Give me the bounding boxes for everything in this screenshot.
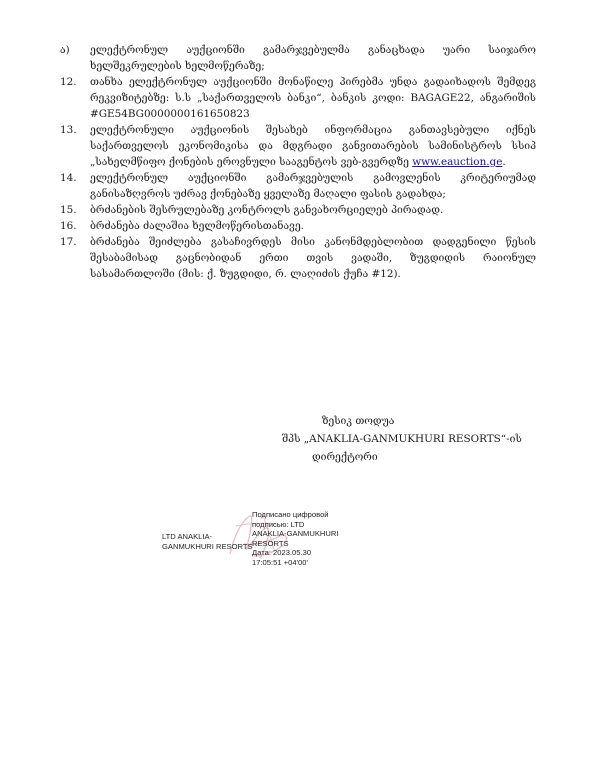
- item-number: 16.: [60, 220, 77, 232]
- eauction-link[interactable]: www.eauction.ge: [412, 156, 503, 168]
- list-item: [60, 202, 536, 218]
- list-item: [60, 234, 536, 282]
- item-number: 17.: [60, 236, 77, 248]
- item-text-part: .: [502, 156, 506, 168]
- order-items-list: [60, 42, 536, 282]
- stamp-left-line: GANMUKHURI RESORTS: [162, 541, 253, 551]
- stamp-right-line: Дата: 2023.05.30: [252, 548, 312, 558]
- item-number: 15.: [60, 204, 77, 216]
- stamp-right-line: подписью: LTD: [252, 519, 305, 529]
- digital-signature-stamp: [158, 506, 408, 566]
- list-item: [60, 122, 536, 170]
- item-text: ბრძანება ძალაშია ხელმოწერისთანავე.: [90, 220, 304, 232]
- stamp-right-line: RESORTS: [252, 538, 289, 548]
- item-text: თანხა ელექტრონულ აუქციონში მონაწილე პირებმა უნდა გადაიხადოს შემდეგ რეკვიზიტებზე: ს.ს „საქართველოს ბანკი“, ბანკის კოდი: BAGAGE22, ანგარიშის #GE54BG0000000161650823: [90, 76, 536, 120]
- list-item: [60, 218, 536, 234]
- item-text: ბრძანების შესრულებაზე კონტროლს განვახორციელებ პირადად.: [90, 204, 444, 216]
- item-text: ელექტრონულ აუქციონში გამარჯვებულმა განაცხადა უარი საიჯარო ხელშეკრულების ხელმოწერაზე;: [90, 44, 536, 72]
- item-number: 13.: [60, 124, 77, 136]
- item-number: 14.: [60, 172, 77, 184]
- item-number: ა): [60, 44, 70, 56]
- list-item: [60, 170, 536, 202]
- item-text: ელექტრონულ აუქციონში გამარჯვებულის გამოვლენის კრიტერიუმად განისაზღვროს უძრავ ქონებაზე ყველაზე მაღალი ფასის გადახდა;: [90, 172, 536, 200]
- list-item: [60, 74, 536, 122]
- stamp-right-line: Подписано цифровой: [252, 510, 329, 519]
- stamp-right-line: ANAKLIA-GANMUKHURI: [252, 529, 339, 539]
- item-text: [90, 122, 536, 170]
- stamp-company-name: [162, 532, 253, 551]
- stamp-left-line: LTD ANAKLIA-: [162, 532, 213, 541]
- signer-company: შპს „ANAKLIA-GANMUKHURI RESORTS“-ის: [282, 433, 522, 445]
- item-text-part: ელექტრონული აუქციონის შესახებ ინფორმაცია განთავსებული იქნეს საქართველოს ეკონომიკისა და მდგრადი განვითარების სამინისტროს სსიპ „სახელმწიფო ქონების ეროვნული სააგენტოს ვებ-გვერდზე: [90, 124, 536, 168]
- stamp-signature-details: [252, 510, 339, 568]
- stamp-right-line: 17:05:51 +04'00': [252, 557, 308, 567]
- item-number: 12.: [60, 76, 77, 88]
- list-item: [60, 42, 536, 74]
- signer-title: დირექტორი: [312, 451, 378, 463]
- signer-name: ზესიკ თოდუა: [322, 415, 395, 427]
- item-text: ბრძანება შეიძლება გასაჩივრდეს მისი კანონმდებლობით დადგენილი წესის შესაბამისად გაცნობიდან ერთი თვის ვადაში, ზუგდიდის რაიონულ სასამართლოში (მის: ქ. ზუგდიდი, რ. ლაღიძის ქუჩა #12).: [90, 236, 536, 280]
